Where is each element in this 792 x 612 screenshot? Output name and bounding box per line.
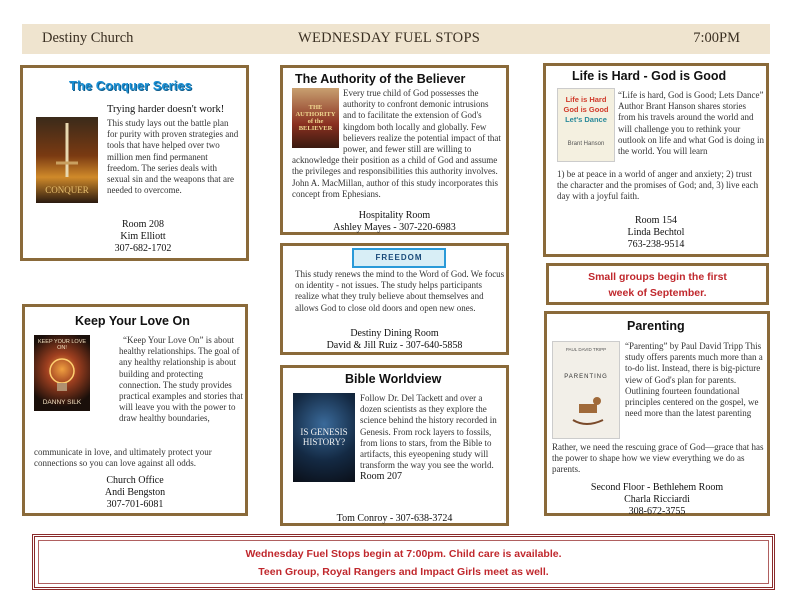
parenting-description-bottom: Rather, we need the rescuing grace of God—grace that has the power to shape how we view everything we do as parents. <box>552 442 764 475</box>
parenting-room: Second Floor - Bethlehem Room <box>590 482 724 493</box>
conquer-lead: Trying harder doesn't work! <box>107 104 225 115</box>
keeplove-title: Keep Your Love On <box>75 314 190 328</box>
authority-cover-text: THE AUTHORITY of the BELIEVER <box>295 104 336 132</box>
lifehard-cover-line1: Life is Hard <box>565 95 607 104</box>
parenting-title: Parenting <box>627 319 685 333</box>
freedom-description: This study renews the mind to the Word of God. We focus on identity - not issues. The study helps participants realize what they truly believe about themselves and allows God to close old doors and open new ones. <box>295 269 505 313</box>
authority-room: Hospitality Room <box>358 210 431 221</box>
conquer-cover-text: CONQUER <box>45 185 89 195</box>
authority-body: Every true child of God possesses the authority to confront demonic intrusions and to facilitate the extension of God's kingdom both locally and globally. Few believers realize the potential impact of that power, and fewer still are willing to acknowledge their position as a child of God and assume the privileges and responsibilities this authority involves. John A. MacMillan, author of this study incorporates this concept from Ephesians. <box>292 88 501 199</box>
church-name: Destiny Church <box>42 30 134 46</box>
lifehard-phone: 763-238-9514 <box>627 239 685 250</box>
life-is-hard-card <box>543 63 769 257</box>
lifehard-room: Room 154 <box>635 215 677 226</box>
keeplove-book-cover <box>34 335 90 411</box>
freedom-room: Destiny Dining Room <box>350 328 439 339</box>
freedom-banner <box>352 248 446 268</box>
lifehard-book-cover <box>557 88 615 162</box>
keeplove-description-bottom: communicate in love, and ultimately protect your connections so you can love against all odds. <box>34 447 212 469</box>
keeplove-phone: 307-701-6081 <box>106 499 164 510</box>
conquer-phone: 307-682-1702 <box>114 243 172 254</box>
lifehard-description-bottom: 1) be at peace in a world of anger and anxiety; 2) trust the character and the promises of God; and, 3) live each day with a joyful faith. <box>557 169 759 202</box>
conquer-room: Room 208 <box>122 219 164 230</box>
conquer-series-card <box>20 65 249 261</box>
small-groups-line1: Small groups begin the first <box>588 271 727 283</box>
keeplove-room: Church Office <box>106 475 164 486</box>
worldview-title: Bible Worldview <box>345 372 442 386</box>
parenting-cover-author: PAUL DAVID TRIPP <box>565 347 607 352</box>
small-groups-notice <box>546 263 769 305</box>
freedom-banner-text: FREEDOM <box>375 253 423 262</box>
conquer-book-cover <box>36 117 98 203</box>
keeplove-leader: Andi Bengston <box>104 487 166 498</box>
footer-notice <box>32 534 775 590</box>
lifehard-leader: Linda Bechtol <box>627 227 685 238</box>
small-groups-line2: week of September. <box>608 287 707 299</box>
keeplove-description-top: “Keep Your Love On” is about healthy relationships. The goal of any healthy relationship is about building and protecting connection. The study provides practical examples and stories that will leave you with the power to draw healthy boundaries, <box>119 335 243 424</box>
worldview-body: Follow Dr. Del Tackett and over a dozen scientists as they explore the science behind the history recorded in Genesis. From rock layers to fossils, from lions to stars, from the Bible to artifacts, this eyeopening study will transform the way you see the world. <box>360 393 497 471</box>
freedom-leader: David & Jill Ruiz - 307-640-5858 <box>326 340 463 351</box>
authority-card <box>280 65 509 235</box>
worldview-description <box>360 393 503 483</box>
parenting-book-cover <box>552 341 620 439</box>
worldview-cover-text: IS GENESIS HISTORY? <box>300 427 348 447</box>
lifehard-title: Life is Hard - God is Good <box>572 69 727 83</box>
footer-line2: Teen Group, Royal Rangers and Impact Girls meet as well. <box>258 566 549 578</box>
authority-title: The Authority of the Believer <box>295 72 466 86</box>
authority-leader: Ashley Mayes - 307-220-6983 <box>333 222 456 233</box>
parenting-description-top: “Parenting” by Paul David Tripp This study offers parents much more than a to-do list. Instead, there is big-picture view of God's plan for parents. Outlining fourteen foundational principles centered on the gospel, we need more than the latest parenting <box>625 341 763 419</box>
worldview-leader: Tom Conroy - 307-638-3724 <box>336 513 453 524</box>
lifehard-cover-author: Brant Hanson <box>567 141 605 147</box>
authority-cover-float <box>292 88 343 150</box>
bible-worldview-card <box>280 365 509 526</box>
parenting-cover-title: PARENTING <box>564 374 608 380</box>
footer-line1: Wednesday Fuel Stops begin at 7:00pm. Child care is available. <box>245 548 562 560</box>
rocking-horse-icon <box>553 342 619 438</box>
page-header <box>22 24 770 54</box>
authority-description <box>292 88 502 200</box>
conquer-description: This study lays out the battle plan for purity with proven strategies and tools that have helped over two million men find permanent freedom. The series deals with sexual sin and the weapons that are needed to overcome. <box>107 118 239 196</box>
freedom-card <box>280 243 509 355</box>
worldview-book-cover <box>293 393 355 482</box>
keeplove-cover-author: DANNY SILK <box>42 399 82 406</box>
page-title: WEDNESDAY FUEL STOPS <box>298 30 481 46</box>
parenting-phone: 308-672-3755 <box>628 506 686 517</box>
lifehard-description-top: “Life is hard, God is Good; Lets Dance” Author Brant Hanson shares stories from his travels around the world and will challenge you to rethink your outlook on life and what God is doing in the world. You will learn <box>618 90 764 157</box>
worldview-room: Room 207 <box>360 471 402 483</box>
parenting-card <box>544 311 770 516</box>
conquer-leader: Kim Elliott <box>120 231 166 242</box>
lifehard-cover-line3: Let's Dance <box>565 115 607 124</box>
conquer-title: The Conquer Series <box>69 78 192 93</box>
keeplove-cover-title: KEEP YOUR LOVE ON! <box>37 339 87 351</box>
keep-love-card <box>22 304 248 516</box>
meeting-time: 7:00PM <box>693 30 740 46</box>
parenting-leader: Charla Ricciardi <box>624 494 690 505</box>
lifehard-cover-line2: God is Good <box>563 105 609 114</box>
